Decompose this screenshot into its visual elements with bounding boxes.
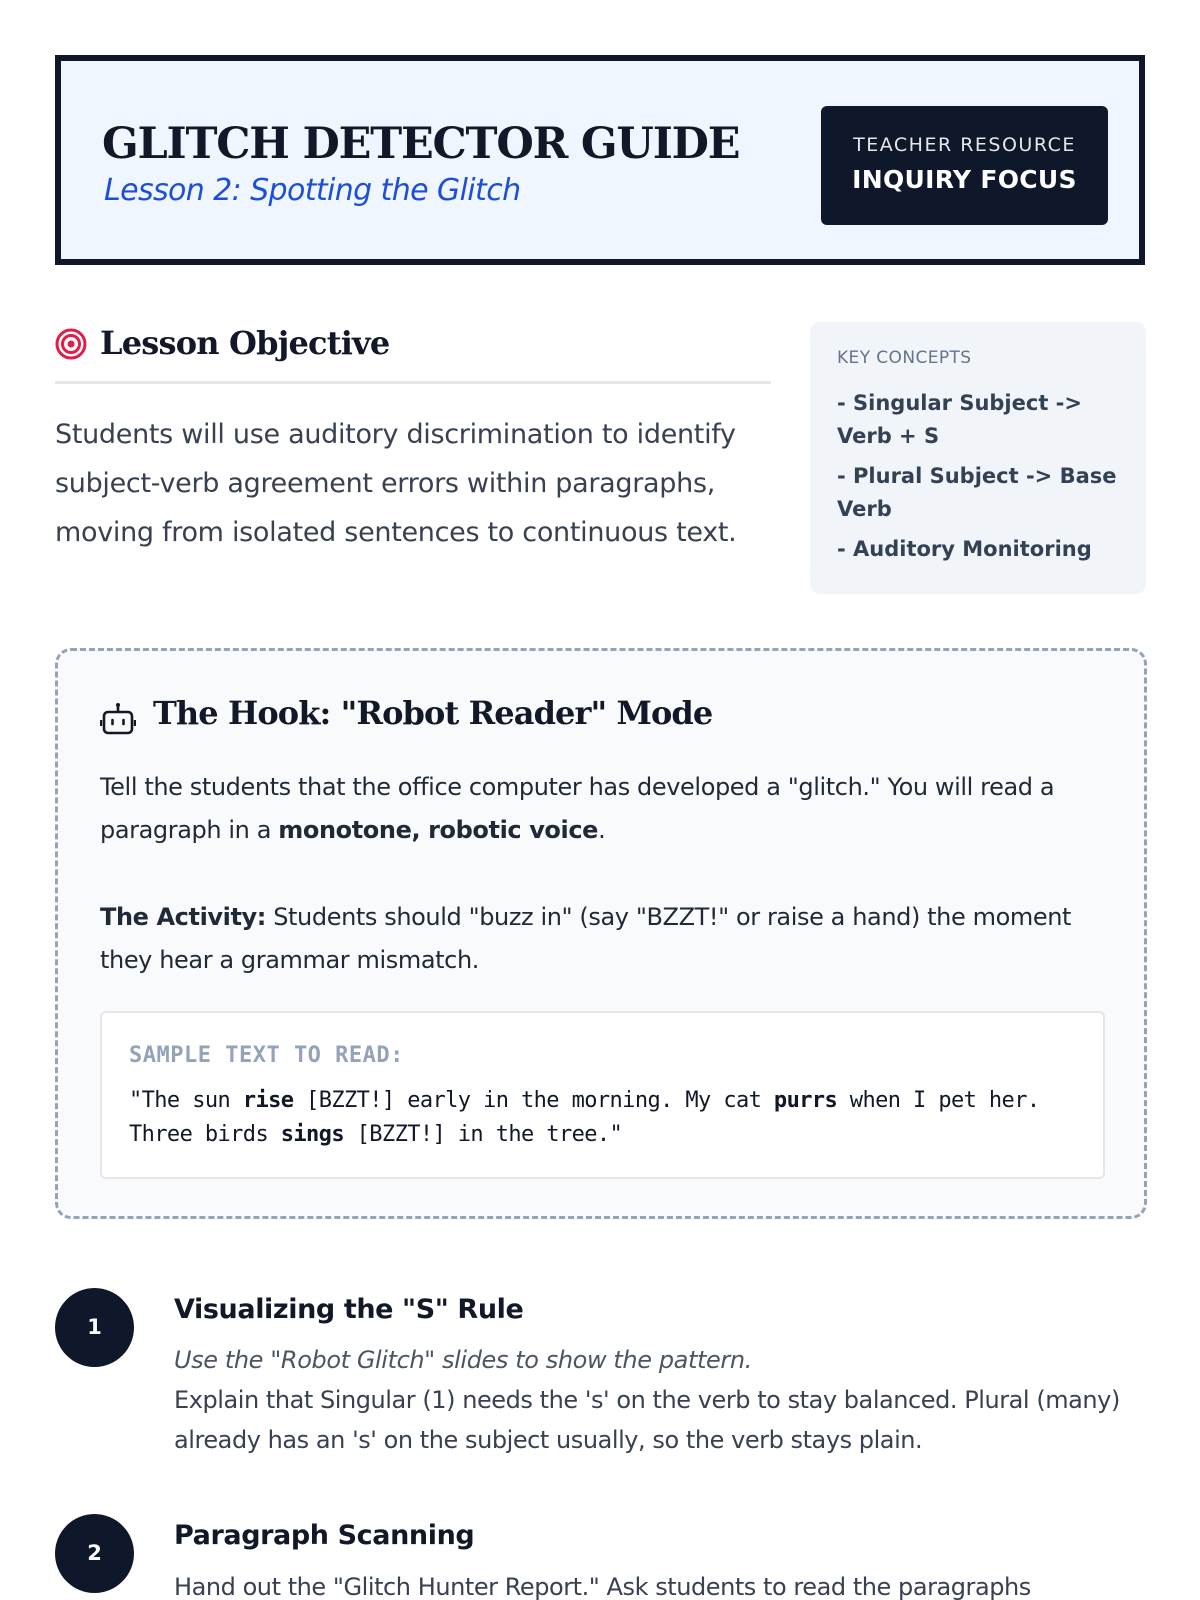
hook-intro-text: Tell the students that the office computer has developed a "glitch." You will read a paragraph in a monotone, robotic voice. [100,773,1055,844]
guide-header [55,55,1145,265]
objective-title: Lesson Objective [100,324,390,362]
objective-text: Students will use auditory discrimination to identify subject-verb agreement errors within paragraphs, moving from isolated sentences to continuous text. [55,419,737,548]
robot-icon [100,701,136,737]
page-title: GLITCH DETECTOR GUIDE [102,119,740,169]
step-body-2: Hand out the "Glitch Hunter Report." Ask students to read the paragraphs [174,1573,1031,1600]
step-number-2: 2 [55,1514,134,1593]
sample-text: "The sun rise [BZZT!] early in the morning. My cat purrs when I pet her. Three birds sings [BZZT!] in the tree." [129,1088,1040,1147]
concept-item: - Auditory Monitoring [837,537,1092,561]
concept-item: - Singular Subject -> Verb + S [837,391,1082,448]
hook-section [55,648,1147,1219]
key-concepts-panel [810,322,1146,594]
step-title-2: Paragraph Scanning [174,1520,475,1551]
key-concepts-label: KEY CONCEPTS [837,348,972,368]
step-number-1: 1 [55,1288,134,1367]
sample-text-box [100,1011,1105,1179]
step-title-1: Visualizing the "S" Rule [174,1294,524,1325]
step-italic-1: Use the "Robot Glitch" slides to show the pattern. [174,1346,752,1374]
target-icon [55,328,87,360]
badge-label: TEACHER RESOURCE [853,134,1076,156]
sample-label: SAMPLE TEXT TO READ: [129,1043,404,1068]
hook-title: The Hook: "Robot Reader" Mode [153,694,713,732]
concept-item: - Plural Subject -> Base Verb [837,464,1117,521]
step-body-1: Explain that Singular (1) needs the 's' on the verb to stay balanced. Plural (many) already has an 's' on the subject usually, so the verb stays plain. [174,1386,1120,1454]
badge-focus: INQUIRY FOCUS [852,165,1077,194]
hook-activity-text: The Activity: Students should "buzz in" (say "BZZT!" or raise a hand) the moment they hear a grammar mismatch. [100,903,1072,974]
lesson-subtitle: Lesson 2: Spotting the Glitch [104,173,521,208]
resource-badge [821,106,1108,225]
objective-heading [55,324,771,384]
